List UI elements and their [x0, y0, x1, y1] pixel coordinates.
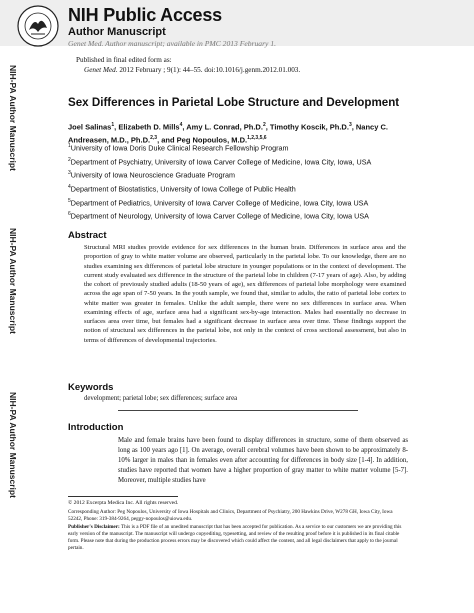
author-manuscript-label: Author Manuscript: [68, 26, 166, 38]
affiliation: [68, 198, 368, 207]
author-name: Nancy C. Andreasen, M.D., Ph.D.: [68, 122, 388, 144]
citation-line: [84, 66, 300, 74]
affiliation: [68, 143, 288, 152]
affiliation: [68, 211, 369, 220]
journal-name: Genet Med: [84, 66, 116, 74]
footnote-divider: [68, 496, 178, 497]
published-in-label: Published in final edited form as:: [76, 56, 172, 64]
author-affiliation-mark: 1,2,3,5,6: [247, 134, 267, 141]
affiliation-mark: 6: [68, 211, 71, 217]
affiliation-mark: 5: [68, 198, 71, 204]
author-name: Elizabeth D. Mills: [118, 122, 180, 132]
side-label-bottom: NIH-PA Author Manuscript: [8, 392, 18, 498]
author-affiliation-mark: 2,3: [150, 134, 158, 141]
affiliation-text: Department of Biostatistics, University of Iowa College of Public Health: [70, 184, 296, 194]
disclaimer-text: This is a PDF file of an unedited manuscript that has been accepted for publication. As a service to our customers we are providing this early version of the manuscript. The manuscript will undergo copyediting, typesetting, and review of the resulting proof before it is published in its final citable form. Please note that during the production process errors may be discovered which could affect the content, and all legal disclaimers that apply to the journal pertain.: [68, 524, 402, 552]
affiliation-mark: 2: [68, 157, 71, 163]
paper-title: Sex Differences in Parietal Lobe Structure and Development: [68, 96, 400, 109]
affiliation-mark: 3: [68, 170, 71, 176]
abstract-body: Structural MRI studies provide evidence for sex differences in the human brain. Differences in surface area and the proportion of gray to white matter volume are observed, particularly in the parietal lobe. To our knowledge, there are no studies examining sex differences of parietal lobe structure in younger populations or in the context of development. The current study evaluated sex difference in the structure of the parietal lobe in children (7-17 years of age). Also, by adding the cohort of previously studied adults (18-50 years of age), sex differences of parietal lobe morphology were examined across the age span of 7-50 years. In the youth sample, we found that, similar to adults, the ratio of parietal lobe cortex to white matter was greater in females. Unlike the adult sample, there were no sex differences in surface area. When examining effects of age, surface area had a significant sex-by-age interaction. Males had essentially no decrease in surfaces area over time, but females had a significant decrease in surface area over time. These findings support the notion of structural sex differences in the parietal lobe, not only in the context of cross sectional assessment, but also in terms of differences of developmental trajectories.: [84, 244, 406, 344]
author-name: Timothy Koscik, Ph.D.: [269, 122, 349, 132]
corresponding-author-note: Corresponding Author: Peg Nopoulos, University of Iowa Hospitals and Clinics, Department of Psychiatry, 200 Hawkins Drive, W278 GH, Iowa City, Iowa 52242, Phone: 319-384-9264, peggy-nopoulos@uiowa.edu.: [68, 509, 393, 523]
affiliation: [68, 157, 371, 166]
affiliation-text: Department of Pediatrics, University of Iowa Carver College of Medicine, Iowa City, Iowa USA: [70, 198, 369, 208]
author-affiliation-mark: 2: [262, 122, 266, 128]
author-name: Amy L. Conrad, Ph.D.: [186, 122, 263, 132]
author-affiliation-mark: 3: [348, 122, 352, 128]
affiliation-text: University of Iowa Doris Duke Clinical Research Fellowship Program: [70, 143, 289, 153]
keywords-divider: [118, 410, 358, 411]
author-affiliation-mark: 4: [179, 122, 183, 128]
affiliation-text: Department of Neurology, University of Iowa Carver College of Medicine, Iowa City, Iowa USA: [70, 211, 369, 221]
introduction-body: Male and female brains have been found to display differences in structure, some of them observed as long as 100 years ago [1]. On average, overall cerebral volumes have been shown to be approximately 8-10% larger in males than in females even after accounting for differences in body size [1-4]. In addition, studies have reported that women have a higher proportion of gray matter to white matter volume [5-7]. Moreover, multiple studies have: [118, 437, 408, 484]
keywords-list: development; parietal lobe; sex differences; surface area: [84, 395, 238, 402]
copyright-notice: © 2012 Excerpta Medica Inc. All rights reserved.: [68, 500, 179, 506]
nih-public-access-title: NIH Public Access: [68, 5, 222, 25]
affiliation: [68, 184, 296, 193]
author-name: Joel Salinas: [68, 122, 112, 132]
publisher-disclaimer: [68, 524, 408, 552]
hhs-seal-logo: [16, 4, 60, 48]
author-affiliation-mark: 1: [111, 122, 115, 128]
affiliation-text: University of Iowa Neuroscience Graduate Program: [70, 170, 235, 180]
introduction-heading: Introduction: [68, 422, 124, 433]
affiliation-mark: 4: [68, 184, 71, 190]
side-label-middle: NIH-PA Author Manuscript: [8, 228, 18, 334]
affiliation-text: Department of Psychiatry, University of Iowa Carver College of Medicine, Iowa City, Iowa, USA: [70, 157, 372, 167]
author-list: Joel Salinas$^1$, Elizabeth D. Mills$^4$, Amy L. Conrad, Ph.D.$^2$, Timothy Koscik, Ph.D.$^3$, Nancy C. Andreasen, M.D., Ph.D.$^{2,3}$, and Peg Nopoulos, M.D.$^{1,2,3,5,6}$: [68, 122, 388, 144]
citation-details: . 2012 February ; 9(1): 44–55. doi:10.1016/j.genm.2012.01.003.: [115, 66, 301, 74]
pmc-availability-notice: Genet Med. Author manuscript; available in PMC 2013 February 1.: [68, 39, 277, 48]
disclaimer-label: Publisher's Disclaimer:: [68, 524, 120, 530]
affiliation-mark: 1: [68, 143, 71, 149]
keywords-heading: Keywords: [68, 382, 114, 393]
side-label-top: NIH-PA Author Manuscript: [8, 65, 18, 171]
author-name: Peg Nopoulos, M.D.: [176, 135, 248, 144]
affiliation: [68, 170, 235, 179]
abstract-heading: Abstract: [68, 230, 107, 241]
